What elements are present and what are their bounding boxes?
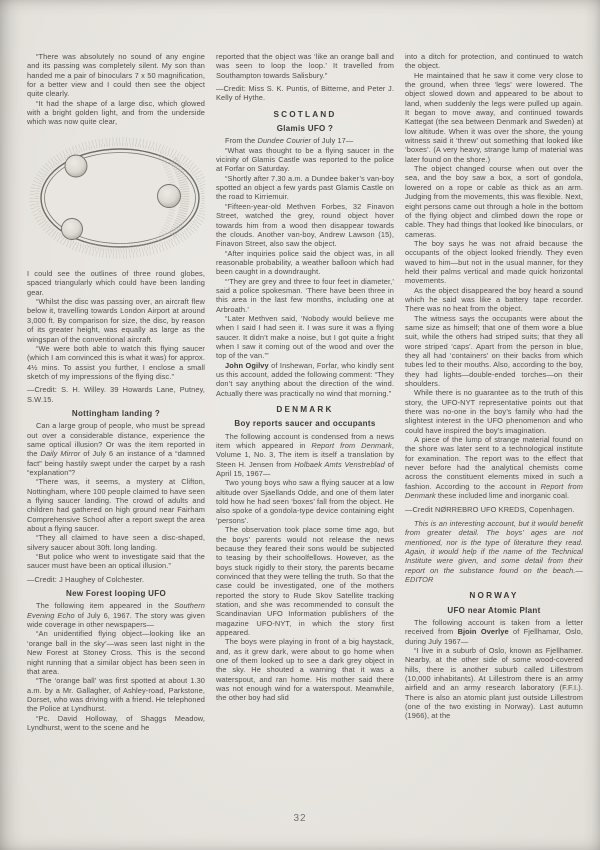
paragraph — [216, 432, 394, 479]
publication-name: Report from Denmark — [311, 441, 392, 451]
paragraph: The observation took place some time ago, but the boys’ parents would not release the news because they feared their sons would be subjected to teasing by their schoolfellows. However, as the boys stuck rigidly to their story, the parents became convinced that they were telling the truth. So that the case could be investigated, one of the mothers reported the story to Rude Skov Satellite tracking station, and she was recommended to consult the Scandinavian UFO Information publishers of the magazine UFO-NYT, in which the story first appeared. — [216, 525, 394, 637]
paragraph-text: of July 17— — [311, 136, 354, 146]
paragraph: “Later Methven said, ‘Nobody would believe me when I said I had seen it. I was sure it was a flying saucer. It didn’t make a noise, but I got quite a fright when I saw it coming out of the wood and over the top of the van.’” — [216, 313, 394, 361]
paragraph: Two young boys who saw a flying saucer at a low altitude over Sjaellands Odde, and one of them later told how he had seen ‘boxes’ fall from the object. He also spoke of a gondola-type device containing eight ‘persons’. — [216, 478, 394, 525]
page-content — [27, 52, 583, 796]
paragraph: reported that the object was ‘like an orange ball and was seen to loop the loop.’ It travelled from Southampton towards Salisbury.” — [216, 52, 394, 80]
credit-line: —Credit: S. H. Willey. 39 Howards Lane, Putney, S.W.15. — [27, 385, 205, 404]
paragraph: “Whilst the disc was passing over, an aircraft flew below it, travelling towards London Airport at around 3,000 ft. By comparison for size, the disc, by reason of its greater height, was equally as large as the wingspan of the conventional aircraft. — [27, 297, 205, 344]
paragraph: The witness says the occupants were about the same size as himself; that one of them wore a blue suit, while the others had striped suits; that they all wore striped ‘caps’. Apart from the person in blue, they all had ‘containers’ on their backs from which tubes led to their mouths. Also, according to the boy, they had lights—double-ended torches—on their shoulders. — [405, 313, 583, 389]
paragraph: “They all claimed to have seen a disc-shaped, silvery saucer about 30ft. long landing. — [27, 533, 205, 552]
country-heading: SCOTLAND — [273, 109, 337, 119]
paragraph: The object changed course when out over the sea, and the boy saw a box, a sort of gondola, lowered on a rope or cable as thick as an arm. Judging from the movements, this was flexible. Next, eight persons came out through a hole in the bottom of the flying object and climbed down the rope or cable. They had things that looked like binoculars, or cameras. — [405, 164, 583, 239]
column-2 — [216, 52, 394, 796]
paragraph-text: The following account is condensed from a news item which appeared in — [216, 431, 394, 451]
story-heading: Nottingham landing ? — [71, 408, 161, 418]
paragraph: “After inquiries police said the object was, in all reasonable probability, a weather balloon which had been caught in a downdraught. — [216, 248, 394, 277]
paragraph-text: A piece of the lump of strange material found on the shore was later sent to a technological institute for examination. The report was to the effect that never before had the analytical chemists come across the constituent elements mixed in such a fashion. According to the account in — [405, 435, 583, 491]
story-heading: Glamis UFO ? — [276, 124, 334, 134]
contributor-name: Bjoin Overlye — [457, 627, 509, 637]
paragraph: “Shortly after 7.30 a.m. a Dundee baker’s van-boy spotted an object a few yards past Glamis Castle on the road to Kirriemuir. — [216, 173, 394, 202]
paragraph: “There was absolutely no sound of any engine and its passing was completely silent. My son than handed me a pair of binoculars 7 x 50 magnification, for a better view and I could then see the object quite clearly. — [27, 52, 205, 99]
paragraph — [27, 421, 205, 477]
page-number: 32 — [293, 813, 307, 824]
column-3 — [405, 52, 583, 796]
paragraph: The boys were playing in front of a big haystack, and, as it grew dark, were about to go home when one of them looked up to see a dark grey object in the sky. He shouted a warning that it was a waterspout, and ran home. His mother said there was not enough wind for a waterspout. Meanwhile, the other boy had slid — [216, 637, 394, 703]
paragraph: While there is no guarantee as to the truth of this story, the UFO-NYT representative points out that there was no-one in the boy’s family who had the slightest interest in the UFO phenomenon and who could have inspired the boy’s imagination. — [405, 388, 583, 435]
publication-name: Dundee Courier — [257, 136, 312, 146]
paragraph — [216, 136, 394, 145]
paragraph: “Pc. David Holloway, of Shaggs Meadow, Lyndhurst, went to the scene and he — [27, 713, 205, 732]
paragraph: “I live in a suburb of Oslo, known as Fjellhamer. Nearby, at the other side of some wood-covered hills, there is another suburb called Lillestrom (10,000 inhabitants). At Lillestrom there is an army airfield and an army research laboratory (F.F.I.). There is also an atomic plant just outside Lillestrom (one of the two existing in Norway). Last autumn (1966), at the — [405, 645, 583, 721]
paragraph-text: , Volume 1, No. 3, The item is itself a translation by Steen H. Jensen from — [216, 441, 395, 469]
paragraph: “It had the shape of a large disc, which glowed with a bright golden light, and from the underside which was now quite clear, — [27, 98, 205, 127]
contributor-name: John Ogilvy — [225, 360, 269, 370]
publication-name: Report from Denmark — [405, 481, 583, 501]
paragraph-text: Can a large group of people, who must be spread out over a considerable distance, experience the same optical illusion? Or was the item reported in the — [27, 421, 205, 459]
country-heading: DENMARK — [276, 405, 334, 415]
paragraph-text: of July 6 an instance of a “damned fact” being hastily swept under the carpet by a rash “explanation”? — [27, 449, 205, 477]
paragraph-text: From the — [225, 136, 258, 146]
paragraph-text: of Fjellhamar, Oslo, during July 1967— — [405, 627, 583, 646]
credit-line: —Credit: Miss S. K. Puntis, of Bitterne, and Peter J. Kelly of Hythe. — [216, 84, 394, 103]
story-heading: New Forest looping UFO — [66, 589, 166, 599]
editor-note: This is an interesting account, but it would benefit from greater detail. The boys’ ages are not mentioned, nor is the type of literature they read. Again, it would help if the name of the Technical Institute were given, and some detail from their report on the substance found on the beach.—EDITOR — [405, 518, 583, 584]
story-heading: Boy reports saucer and occupants — [234, 419, 376, 429]
paragraph: “We were both able to watch this flying saucer (which I am convinced this is what it was) for approx. 4½ mins. To assist you further, I enclose a small sketch of my impressions of the flying disc.” — [27, 343, 205, 381]
country-heading: NORWAY — [469, 591, 519, 601]
paragraph-text: these included lime and inorganic coal. — [435, 491, 570, 501]
credit-line: —Credit: J Haughey of Colchester. — [27, 574, 145, 584]
paragraph: “What was thought to be a flying saucer in the vicinity of Glamis Castle was reported to the police at Forfar on Saturday. — [216, 145, 394, 174]
paragraph: “The ‘orange ball’ was first spotted at about 1.30 a.m. by a Mr. Gallagher, of Ashley-road, Parkstone, Dorset, who was driving with a friend. He telephoned the Police at Lyndhurst. — [27, 676, 205, 714]
paragraph: “Fifteen-year-old Methven Forbes, 32 Finavon Street, watched the grey, round object hover towards him from a wood then disappear towards the clouds. Another van-boy, Andrew Lawson (15), Finavon Street, also saw the object. — [216, 201, 394, 249]
flying-saucer-sketch — [27, 132, 205, 266]
paragraph: I could see the outlines of three round globes, spaced triangularly which could have been landing gear. — [27, 269, 205, 297]
paragraph-text: of July 6, 1967. The story was given wide coverage in other newspapers— — [27, 610, 205, 630]
paragraph: As the object disappeared the boy heard a sound which he said was like a battery tape recorder. There was no heat from the object. — [405, 285, 583, 314]
paragraph: “‘They are grey and three to four feet in diameter,’ said a police spokesman. ‘There have been three in this area in the last few months, including one at Arbroath.’ — [216, 276, 394, 314]
paragraph-text: of Inshewan, Forfar, who kindly sent us this account, added the following comment: “They don’t say anything about the direction of the wind. Actually there was practically no wind that morning.” — [216, 360, 395, 398]
paragraph-text: of April 15, 1967— — [216, 459, 394, 479]
paragraph: The boy says he was not afraid because the occupants of the object looked friendly. They even waved to him—but not in the usual manner, for they held their palms vertical and made quick horizontal movements. — [405, 238, 583, 286]
column-1 — [27, 52, 205, 796]
paragraph-text: The following item appeared in the — [36, 601, 175, 611]
paragraph: “An unidentified flying object—looking like an ‘orange ball in the sky’—was seen last night in the New Forest at Stoney Cross. This is the second night running that a similar object has been seen in that area. — [27, 629, 205, 676]
credit-line: —Credit NØRREBRO UFO KREDS, Copenhagen. — [405, 504, 575, 514]
publication-name: Daily Mirror — [40, 449, 81, 459]
paragraph — [216, 361, 394, 398]
publication-name: Southern Evening Echo — [27, 601, 205, 620]
paragraph: “There was, it seems, a mystery at Clifton, Nottingham, where 100 people claimed to have seen a flying saucer landing. The crowd of adults and children had gathered on high ground near Fairham Comprehensive School after a report swept the area about a flying saucer. — [27, 477, 205, 534]
paragraph: into a ditch for protection, and continued to watch the object. — [405, 52, 583, 71]
paragraph: “But police who went to investigate said that the saucer must have been an optical illusion.” — [27, 552, 205, 571]
paragraph — [27, 601, 205, 629]
story-heading: UFO near Atomic Plant — [447, 605, 541, 615]
paragraph — [405, 435, 583, 500]
publication-name: Holbaek Amts Venstreblad — [294, 459, 385, 469]
paragraph: He maintained that he saw it come very close to the ground, when three ‘legs’ were lowered. The object slowed down and appeared to be about to land, when suddenly the legs were pulled up again. It began to move away, and continued towards Kattegat (the sea between Denmark and Sweden) at low altitude. When it was over the shore, the young witness said it ‘threw’ out something that looked like ‘boxes’. (A very heavy, strange lump of material was later found on the shore.) — [405, 70, 583, 164]
paragraph — [405, 618, 583, 646]
paragraph-text: The following account is taken from a letter received from — [405, 617, 583, 637]
